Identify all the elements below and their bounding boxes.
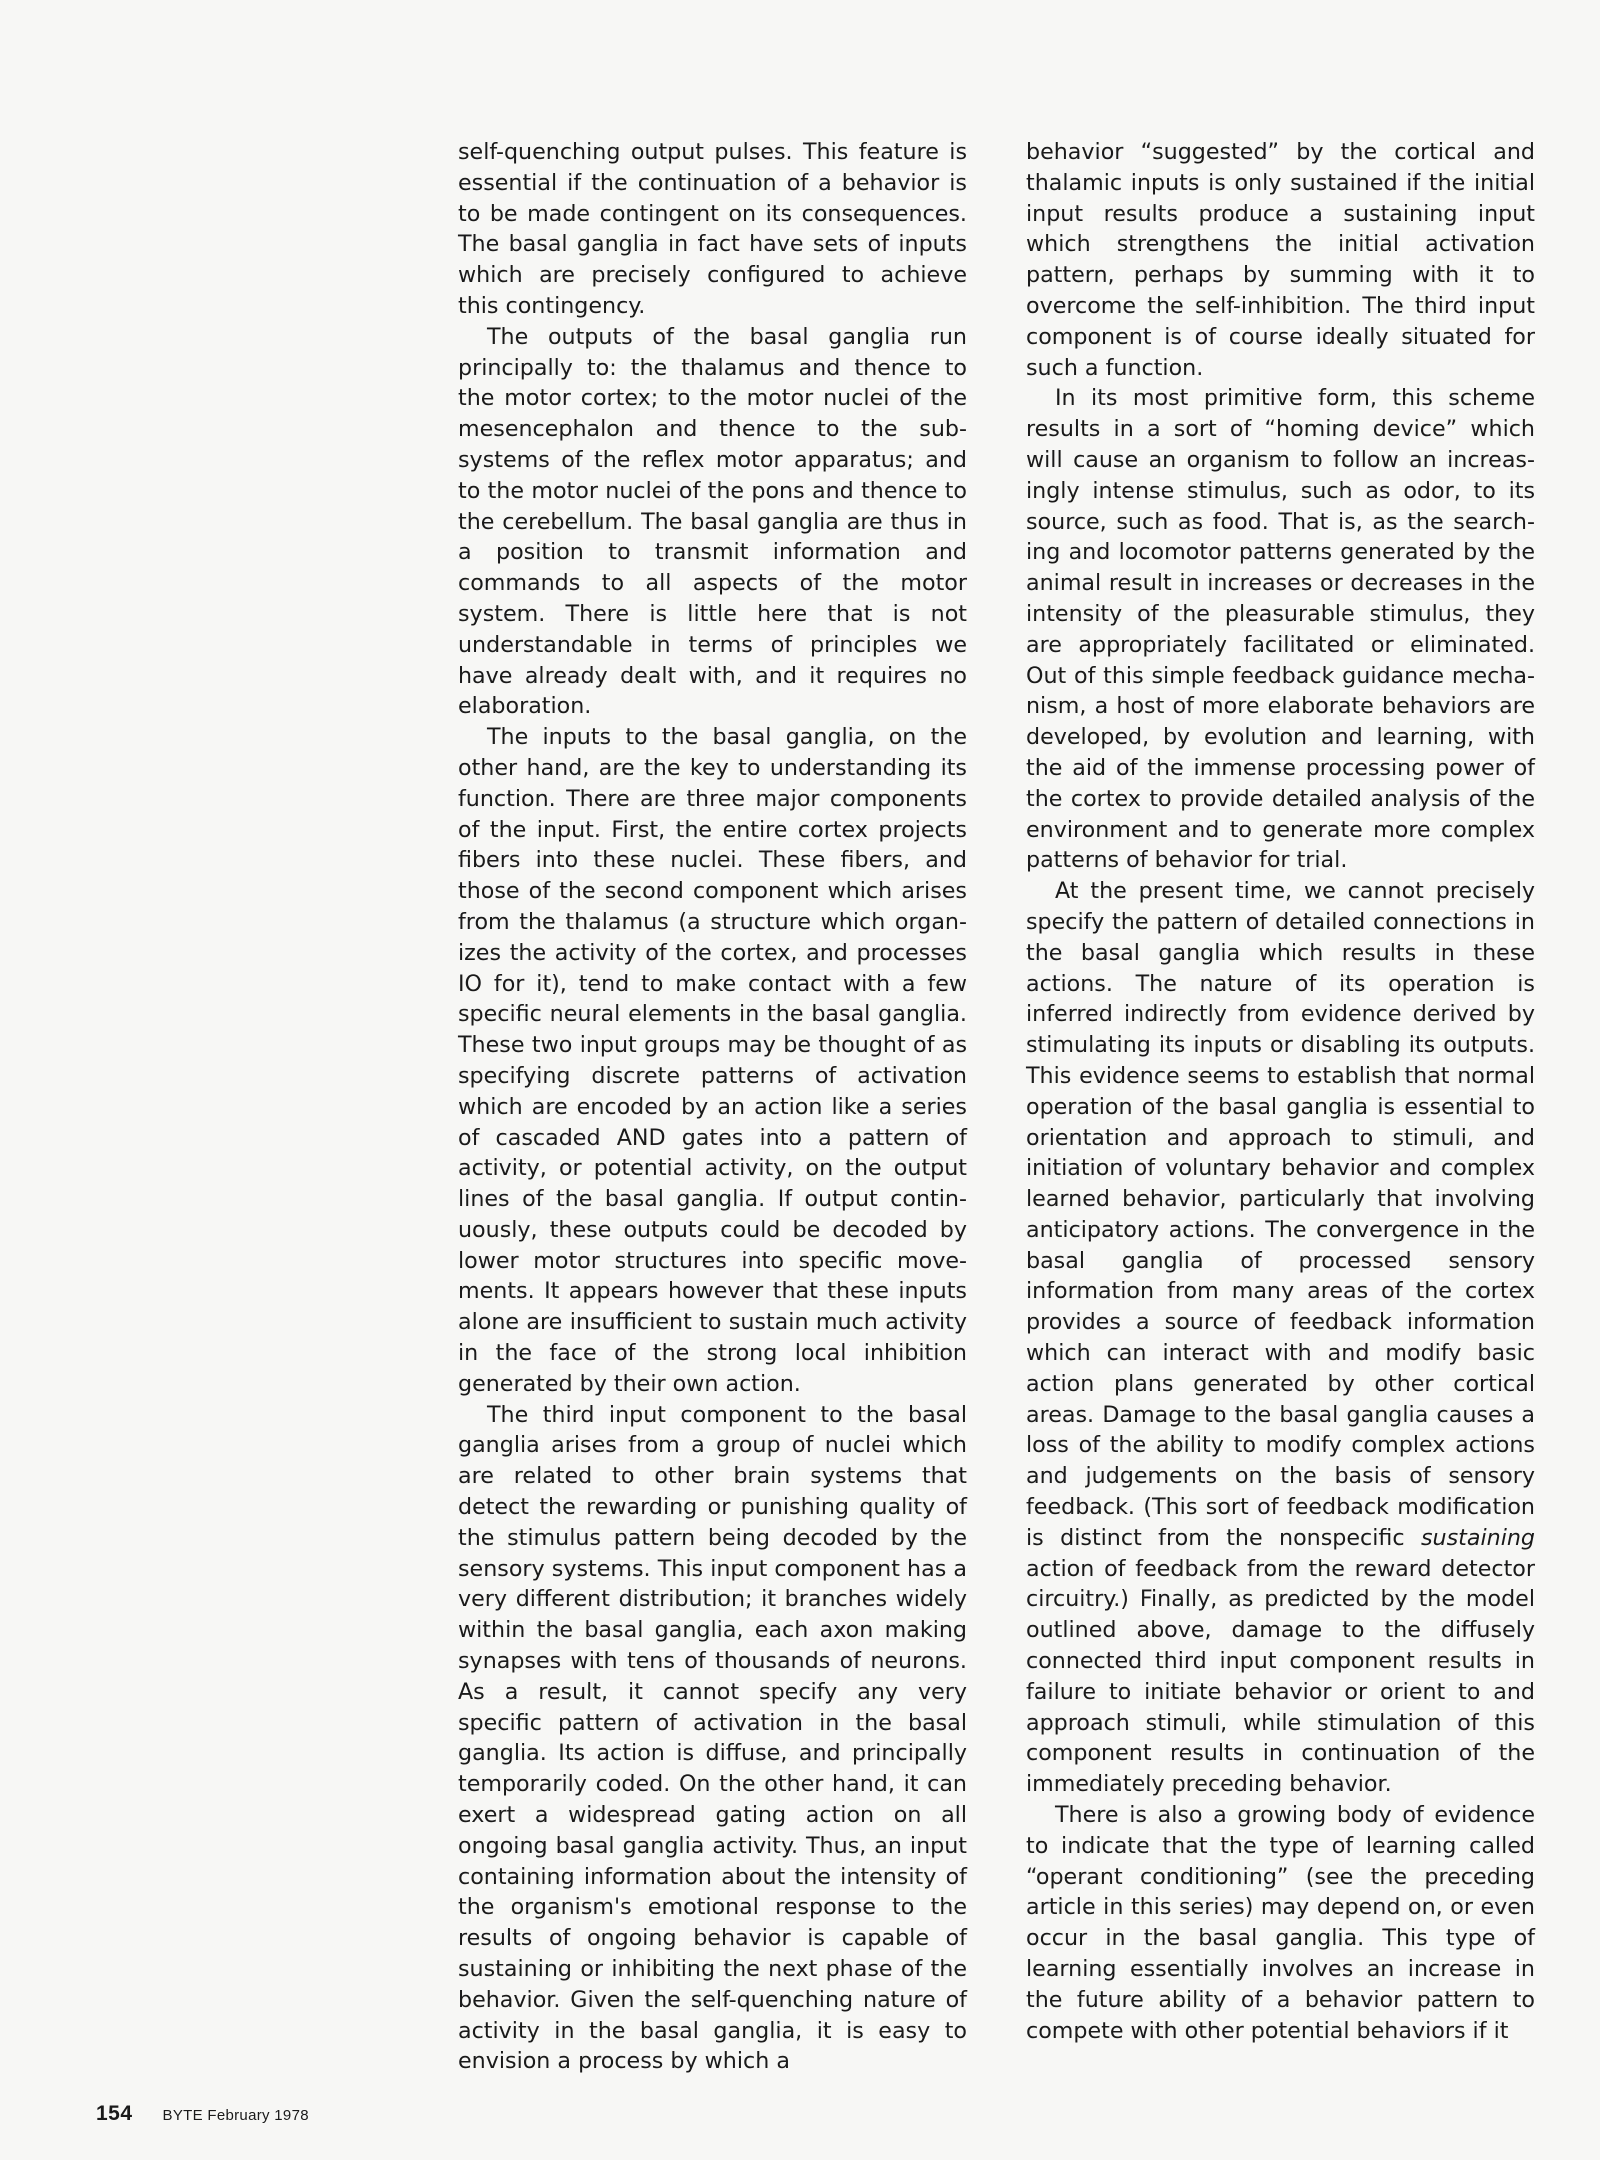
paragraph: behavior “suggested” by the cortical and thalamic inputs is only sustained if the initial input results produce a sustaining input which strengthens the initial activation pattern, perhaps by summing with it to overcome the self-inhibition. The third input component is of course ideally situated for such a function. [1026, 139, 1535, 381]
paragraph: The third input component to the basal ganglia arises from a group of nuclei which are related to other brain systems that detect the rewarding or punishing quality of the stimulus pattern being decoded by the sensory systems. This input component has a very different distribution; it branches widely within the basal ganglia, each axon making synapses with tens of thousands of neurons. As a result, it cannot specify any very specific pattern of activation in the basal ganglia. Its action is diffuse, and principally temporarily coded. On the other hand, it can exert a widespread gating action on all ongoing basal ganglia activity. Thus, an input containing information about the intensity of the organism's emotional response to the results of ongoing behavior is capable of sustaining or inhibiting the next phase of the behavior. Given the self-quenching nature of activity in the basal ganglia, it is easy to envision a process by which a [458, 1401, 967, 2075]
left-text-column [458, 137, 967, 2077]
paragraph [1026, 876, 1535, 1800]
paragraph-text: At the present time, we cannot precisely specify the pattern of detailed connections in the basal ganglia which results in these actions. The nature of its operation is inferred indirectly from evidence derived by stimulating its inputs or disabling its outputs. This evidence seems to establish that normal operation of the basal ganglia is essential to orientation and approach to stimuli, and initiation of voluntary behavior and complex learned behavior, particularly that involving anticipatory actions. The convergence in the basal ganglia of processed sensory information from many areas of the cortex provides a source of feedback information which can interact with and modify basic action plans generated by other cortical areas. Damage to the basal ganglia causes a loss of the ability to modify complex actions and judgements on the basis of sensory feedback. (This sort of feedback modification is distinct from the nonspecific [1026, 878, 1535, 1551]
paragraph: The inputs to the basal ganglia, on the other hand, are the key to understanding its function. There are three major components of the input. First, the entire cortex projects fibers into these nuclei. These fibers, and those of the second component which arises from the thalamus (a structure which organizes the activity of the cortex, and processes IO for it), tend to make contact with a few specific neural elements in the basal ganglia. These two input groups may be thought of as specifying discrete patterns of activation which are encoded by an action like a series of cascaded AND gates into a pattern of activity, or potential activity, on the output lines of the basal ganglia. If output continuously, these outputs could be decoded by lower motor structures into specific movements. It appears however that these inputs alone are insufficient to sustain much activity in the face of the strong local inhibition generated by their own action. [458, 724, 967, 1397]
paragraph: There is also a growing body of evidence to indicate that the type of learning called “operant conditioning” (see the preceding article in this series) may depend on, or even occur in the basal ganglia. This type of learning essentially involves an increase in the future ability of a behavior pattern to compete with other potential behaviors if it [1026, 1802, 1535, 2044]
emphasis-text: sustaining [1420, 1524, 1535, 1551]
paragraph-text: action of feedback from the reward detector circuitry.) Finally, as predicted by the model outlined above, damage to the diffusely connected third input component results in failure to initiate behavior or orient to and approach stimuli, while stimulation of this component results in continuation of the immediately preceding behavior. [1026, 1555, 1535, 1798]
page-number: 154 [96, 2102, 133, 2125]
paragraph: self-quenching output pulses. This feature is essential if the continuation of a behavior is to be made contingent on its consequences. The basal ganglia in fact have sets of inputs which are precisely configured to achieve this contingency. [458, 139, 967, 319]
paragraph: The outputs of the basal ganglia run principally to: the thalamus and thence to the motor cortex; to the motor nuclei of the mesencephalon and thence to the subsystems of the reflex motor apparatus; and to the motor nuclei of the pons and thence to the cerebellum. The basal ganglia are thus in a position to transmit information and commands to all aspects of the motor system. There is little here that is not understandable in terms of principles we have already dealt with, and it requires no elaboration. [458, 323, 967, 720]
page-footer [96, 2102, 309, 2126]
right-text-column [1026, 137, 1535, 2046]
publication-line: BYTE February 1978 [162, 2107, 309, 2124]
paragraph: In its most primitive form, this scheme results in a sort of “homing device” which will cause an organism to follow an increasingly intense stimulus, such as odor, to its source, such as food. That is, as the searching and locomotor patterns generated by the animal result in increases or decreases in the intensity of the pleasurable stimulus, they are appropriately facilitated or eliminated. Out of this simple feedback guidance mechanism, a host of more elaborate behaviors are developed, by evolution and learning, with the aid of the immense processing power of the cortex to provide detailed analysis of the environment and to generate more complex patterns of behavior for trial. [1026, 385, 1535, 874]
